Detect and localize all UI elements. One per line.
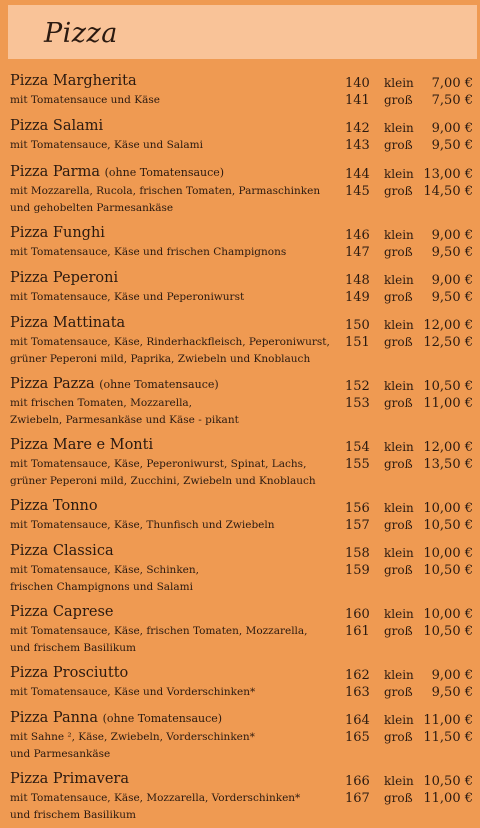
- menu-item: [0, 72, 480, 117]
- price: 11,00 €: [423, 396, 473, 411]
- description-line: mit Tomatensauce, Käse und Peperoniwurst: [10, 291, 245, 303]
- size-label: groß: [384, 138, 413, 152]
- size-label: groß: [384, 457, 413, 471]
- description-line: mit Sahne ², Käse, Zwiebeln, Vorderschinken*: [10, 731, 255, 743]
- description-line: und gehobelten Parmesankäse: [10, 202, 174, 214]
- price: 9,50 €: [431, 245, 473, 260]
- pizza-name-text: Pizza Prosciutto: [10, 665, 129, 681]
- menu-item: [0, 436, 480, 497]
- pizza-name-text: Pizza Caprese: [10, 604, 114, 620]
- pizza-name-text: Pizza Mattinata: [10, 315, 126, 331]
- size-label: groß: [384, 685, 413, 699]
- item-number: 151: [345, 335, 370, 350]
- item-number: 162: [345, 668, 370, 683]
- menu-item: [0, 603, 480, 664]
- size-label: klein: [384, 546, 414, 560]
- menu-item: [0, 224, 480, 269]
- description-line: mit Tomatensauce, Käse, Schinken,: [10, 564, 199, 576]
- price: 9,00 €: [431, 273, 473, 288]
- pizza-name: [10, 542, 114, 560]
- description-line: mit Tomatensauce, Käse und Salami: [10, 139, 203, 151]
- item-number: 147: [345, 245, 370, 260]
- price: 12,50 €: [423, 335, 473, 350]
- price: 11,50 €: [423, 730, 473, 745]
- menu-item: [0, 770, 480, 820]
- pizza-description: [10, 790, 340, 824]
- pizza-description: [10, 334, 340, 368]
- item-number: 155: [345, 457, 370, 472]
- pizza-name-text: Pizza Primavera: [10, 771, 129, 787]
- description-line: mit Tomatensauce, Käse, Peperoniwurst, Spinat, Lachs,: [10, 458, 307, 470]
- menu-item: [0, 163, 480, 224]
- size-label: groß: [384, 290, 413, 304]
- pizza-name: [10, 497, 98, 515]
- menu-item: [0, 314, 480, 375]
- pizza-description: [10, 684, 340, 701]
- pizza-name: [10, 314, 125, 332]
- price: 9,50 €: [431, 290, 473, 305]
- item-number: 160: [345, 607, 370, 622]
- size-label: groß: [384, 791, 413, 805]
- item-number: 146: [345, 228, 370, 243]
- description-line: mit Tomatensauce, Käse, frischen Tomaten, Mozzarella,: [10, 625, 308, 637]
- pizza-description: [10, 244, 340, 261]
- pizza-name-text: Pizza Peperoni: [10, 270, 119, 286]
- item-number: 167: [345, 791, 370, 806]
- pizza-name-text: Pizza Parma: [10, 164, 101, 180]
- item-number: 164: [345, 713, 370, 728]
- size-label: groß: [384, 518, 413, 532]
- size-label: klein: [384, 501, 414, 515]
- item-number: 165: [345, 730, 370, 745]
- pizza-description: [10, 729, 340, 763]
- pizza-note: (ohne Tomatensauce): [104, 166, 225, 179]
- price: 7,50 €: [431, 93, 473, 108]
- price: 12,00 €: [423, 318, 473, 333]
- item-number: 166: [345, 774, 370, 789]
- item-number: 163: [345, 685, 370, 700]
- pizza-note: (ohne Tomatensauce): [99, 378, 219, 391]
- description-line: mit Tomatensauce und Käse: [10, 94, 160, 106]
- menu-item: [0, 117, 480, 163]
- price: 9,50 €: [431, 685, 473, 700]
- menu-item: [0, 664, 480, 709]
- price: 12,00 €: [423, 440, 473, 455]
- size-label: groß: [384, 245, 413, 259]
- pizza-name-text: Pizza Pazza: [10, 376, 95, 392]
- description-line: grüner Peperoni mild, Zucchini, Zwiebeln und Knoblauch: [10, 475, 316, 487]
- size-label: klein: [384, 440, 414, 454]
- pizza-name-text: Pizza Margherita: [10, 73, 137, 89]
- price: 10,50 €: [423, 624, 473, 639]
- size-label: klein: [384, 76, 414, 90]
- size-label: klein: [384, 228, 414, 242]
- menu-item: [0, 375, 480, 436]
- pizza-name-text: Pizza Salami: [10, 118, 104, 134]
- pizza-name: [10, 163, 224, 182]
- size-label: klein: [384, 121, 414, 135]
- description-line: Zwiebeln, Parmesankäse und Käse - pikant: [10, 414, 239, 426]
- menu-item: [0, 709, 480, 770]
- pizza-name: [10, 375, 219, 394]
- pizza-name: [10, 224, 105, 242]
- pizza-name: [10, 664, 128, 682]
- pizza-description: [10, 289, 340, 306]
- description-line: und frischem Basilikum: [10, 809, 136, 821]
- pizza-menu-list: [0, 72, 480, 820]
- item-number: 145: [345, 184, 370, 199]
- pizza-name-text: Pizza Classica: [10, 543, 114, 559]
- size-label: klein: [384, 668, 414, 682]
- size-label: groß: [384, 396, 413, 410]
- menu-item: [0, 542, 480, 603]
- price: 11,00 €: [423, 791, 473, 806]
- size-label: klein: [384, 379, 414, 393]
- item-number: 153: [345, 396, 370, 411]
- item-number: 141: [345, 93, 370, 108]
- item-number: 158: [345, 546, 370, 561]
- pizza-name-text: Pizza Tonno: [10, 498, 98, 514]
- item-number: 144: [345, 167, 370, 182]
- description-line: mit Mozzarella, Rucola, frischen Tomaten, Parmaschinken: [10, 185, 321, 197]
- price: 10,00 €: [423, 501, 473, 516]
- pizza-name-text: Pizza Panna: [10, 710, 98, 726]
- pizza-description: [10, 183, 340, 217]
- price: 9,00 €: [431, 228, 473, 243]
- item-number: 150: [345, 318, 370, 333]
- pizza-description: [10, 562, 340, 596]
- description-line: mit Tomatensauce, Käse, Thunfisch und Zwiebeln: [10, 519, 275, 531]
- menu-item: [0, 497, 480, 542]
- description-line: und frischem Basilikum: [10, 642, 136, 654]
- size-label: klein: [384, 774, 414, 788]
- item-number: 148: [345, 273, 370, 288]
- price: 10,50 €: [423, 774, 473, 789]
- description-line: und Parmesankäse: [10, 748, 111, 760]
- pizza-name: [10, 436, 153, 454]
- item-number: 156: [345, 501, 370, 516]
- menu-item: [0, 269, 480, 314]
- size-label: klein: [384, 273, 414, 287]
- item-number: 152: [345, 379, 370, 394]
- item-number: 142: [345, 121, 370, 136]
- description-line: mit Tomatensauce, Käse und Vorderschinken*: [10, 686, 256, 698]
- price: 9,00 €: [431, 668, 473, 683]
- description-line: grüner Peperoni mild, Paprika, Zwiebeln und Knoblauch: [10, 353, 311, 365]
- price: 7,00 €: [431, 76, 473, 91]
- price: 10,50 €: [423, 563, 473, 578]
- size-label: groß: [384, 730, 413, 744]
- pizza-name: [10, 709, 222, 728]
- size-label: klein: [384, 318, 414, 332]
- price: 11,00 €: [423, 713, 473, 728]
- size-label: groß: [384, 184, 413, 198]
- price: 10,50 €: [423, 379, 473, 394]
- menu-header: [8, 5, 477, 59]
- size-label: klein: [384, 713, 414, 727]
- price: 13,00 €: [423, 167, 473, 182]
- page-title: Pizza: [44, 18, 118, 49]
- pizza-name: [10, 603, 113, 621]
- price: 9,00 €: [431, 121, 473, 136]
- item-number: 154: [345, 440, 370, 455]
- pizza-description: [10, 137, 340, 154]
- pizza-note: (ohne Tomatensauce): [102, 712, 223, 725]
- item-number: 143: [345, 138, 370, 153]
- pizza-name: [10, 117, 103, 135]
- price: 14,50 €: [423, 184, 473, 199]
- size-label: groß: [384, 335, 413, 349]
- description-line: mit frischen Tomaten, Mozzarella,: [10, 397, 193, 409]
- pizza-name: [10, 269, 118, 287]
- price: 10,00 €: [423, 607, 473, 622]
- size-label: klein: [384, 167, 414, 181]
- price: 13,50 €: [423, 457, 473, 472]
- description-line: mit Tomatensauce, Käse und frischen Champignons: [10, 246, 287, 258]
- pizza-description: [10, 517, 340, 534]
- description-line: mit Tomatensauce, Käse, Rinderhackfleisch, Peperoniwurst,: [10, 336, 330, 348]
- size-label: klein: [384, 607, 414, 621]
- size-label: groß: [384, 624, 413, 638]
- pizza-name-text: Pizza Mare e Monti: [10, 437, 154, 453]
- size-label: groß: [384, 93, 413, 107]
- item-number: 161: [345, 624, 370, 639]
- pizza-description: [10, 623, 340, 657]
- size-label: groß: [384, 563, 413, 577]
- item-number: 140: [345, 76, 370, 91]
- item-number: 159: [345, 563, 370, 578]
- pizza-description: [10, 395, 340, 429]
- item-number: 157: [345, 518, 370, 533]
- pizza-name: [10, 72, 137, 90]
- pizza-description: [10, 456, 340, 490]
- pizza-description: [10, 92, 340, 109]
- description-line: mit Tomatensauce, Käse, Mozzarella, Vorderschinken*: [10, 792, 301, 804]
- pizza-name: [10, 770, 129, 788]
- item-number: 149: [345, 290, 370, 305]
- pizza-name-text: Pizza Funghi: [10, 225, 105, 241]
- price: 10,50 €: [423, 518, 473, 533]
- description-line: frischen Champignons und Salami: [10, 581, 193, 593]
- price: 10,00 €: [423, 546, 473, 561]
- price: 9,50 €: [431, 138, 473, 153]
